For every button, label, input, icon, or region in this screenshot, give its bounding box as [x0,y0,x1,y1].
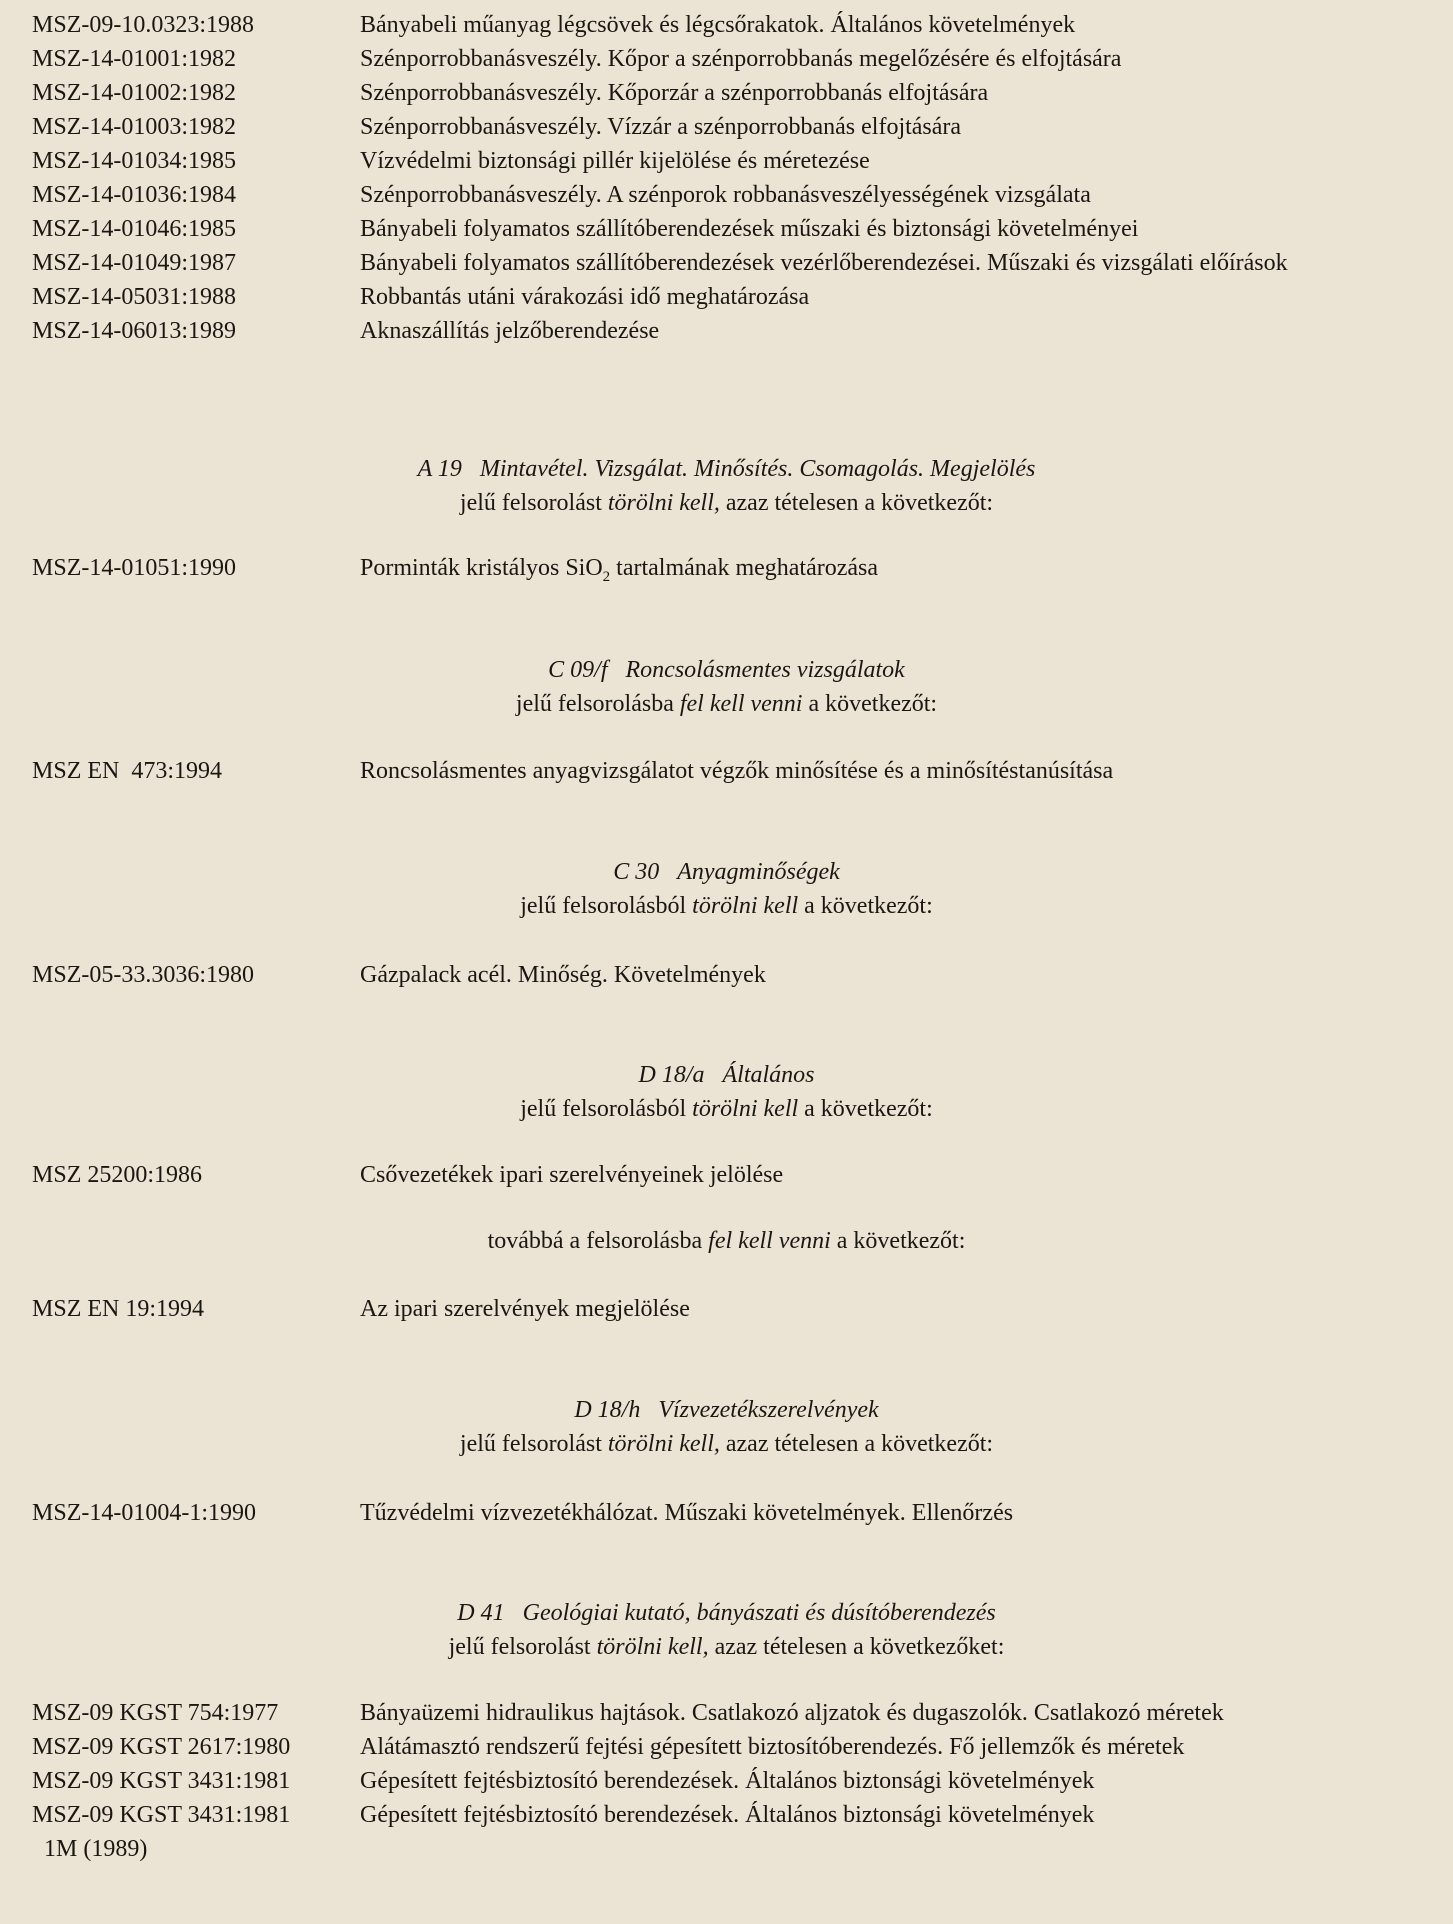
standard-title: Szénporrobbanásveszély. A szénporok robbanásveszélyességének vizsgálata [360,182,1091,208]
section-heading-c09f [0,653,1453,721]
list-item [0,144,1453,178]
instruction-suffix: azaz tételesen a következőt: [725,490,994,516]
instruction-suffix: azaz tételesen a következőt: [725,1431,994,1457]
instruction-action: törölni kell, [596,1634,709,1660]
instruction-suffix: a következőt: [808,691,938,717]
list-item [0,1292,1453,1326]
instruction-prefix: jelű felsorolásba [515,691,674,717]
section-code: D 18/a [638,1062,705,1088]
list-d18a-add [0,1292,1453,1326]
list-item [0,1158,1453,1192]
standard-title: Csővezetékek ipari szerelvényeinek jelölése [360,1162,784,1188]
list-d18a [0,1158,1453,1192]
standard-code: MSZ-14-01001:1982 [32,46,236,72]
instruction-prefix: jelű felsorolást [459,1431,602,1457]
section-name: Anyagminőségek [677,859,840,885]
section-heading-d41 [0,1596,1453,1664]
section-code: A 19 [417,456,462,482]
section-name: Geológiai kutató, bányászati és dúsítóberendezés [522,1600,996,1626]
list-item [0,1798,1453,1866]
list-item [0,314,1453,348]
section-name: Roncsolásmentes vizsgálatok [625,657,905,683]
standard-code: MSZ-14-01051:1990 [32,555,236,581]
standard-title: Tűzvédelmi vízvezetékhálózat. Műszaki követelmények. Ellenőrzés [360,1500,1014,1526]
instruction-prefix: jelű felsorolást [459,490,602,516]
list-item [0,178,1453,212]
instruction-suffix: a következőt: [804,893,933,919]
instruction-action: törölni kell, [607,1431,720,1457]
standard-code: MSZ-09 KGST 3431:1981 1M (1989) [32,1802,291,1862]
list-item [0,212,1453,246]
section-heading-c30 [0,855,1453,923]
list-item [0,754,1453,788]
standard-code: MSZ-14-01049:1987 [32,250,236,276]
section-heading-d18a [0,1058,1453,1126]
section-code: D 41 [457,1600,505,1626]
section-instruction-d18a-add [0,1224,1453,1258]
section-heading-d18h [0,1393,1453,1461]
list-d18h [0,1496,1453,1530]
section-code: C 30 [613,859,660,885]
standard-title: Az ipari szerelvények megjelölése [360,1296,690,1322]
list-item [0,42,1453,76]
list-item [0,246,1453,280]
standard-code: MSZ-09 KGST 2617:1980 [32,1734,291,1760]
instruction-action: fel kell venni [679,691,803,717]
list-item [0,8,1453,42]
list-c30 [0,958,1453,992]
standard-code: MSZ-14-05031:1988 [32,284,236,310]
standard-code: MSZ EN 473:1994 [32,758,223,784]
standard-title: Aknaszállítás jelzőberendezése [360,318,660,344]
standard-title: Bányabeli folyamatos szállítóberendezések vezérlőberendezései. Műszaki és vizsgálati előírások [360,250,1288,276]
standard-title: Bányabeli műanyag légcsövek és légcsőrakatok. Általános követelmények [360,12,1076,38]
instruction-action: törölni kell, [607,490,720,516]
section-heading-a19 [0,452,1453,520]
standard-title: Gépesített fejtésbiztosító berendezések. Általános biztonsági követelmények [360,1768,1095,1794]
instruction-action: törölni kell [692,1096,799,1122]
standards-list-mining [0,8,1453,348]
standard-title: Gépesített fejtésbiztosító berendezések. Általános biztonsági követelmények [360,1802,1095,1828]
list-item [0,110,1453,144]
standard-code: MSZ-14-06013:1989 [32,318,236,344]
standard-title: Szénporrobbanásveszély. Vízzár a szénporrobbanás elfojtására [360,114,962,140]
instruction-prefix: jelű felsorolásból [520,893,687,919]
list-item [0,1764,1453,1798]
list-item [0,76,1453,110]
instruction-prefix: továbbá a felsorolásba [487,1228,703,1254]
standard-code: MSZ-14-01034:1985 [32,148,236,174]
list-c09f [0,754,1453,788]
standard-code: MSZ-09-10.0323:1988 [32,12,254,38]
section-name: Általános [722,1062,815,1088]
section-code: D 18/h [574,1397,641,1423]
section-code: C 09/f [548,657,608,683]
list-d41 [0,1696,1453,1866]
list-item [0,1496,1453,1530]
list-item [0,1730,1453,1764]
list-item [0,280,1453,314]
standard-title: Szénporrobbanásveszély. Kőporzár a szénporrobbanás elfojtására [360,80,989,106]
standard-code: MSZ 25200:1986 [32,1162,203,1188]
instruction-action: fel kell venni [708,1228,831,1254]
standard-code: MSZ-09 KGST 754:1977 [32,1700,279,1726]
standard-code: MSZ-09 KGST 3431:1981 [32,1768,291,1794]
standard-code: MSZ-14-01046:1985 [32,216,236,242]
standard-title: Bányaüzemi hidraulikus hajtások. Csatlakozó aljzatok és dugaszolók. Csatlakozó méretek [360,1700,1224,1726]
standard-title: Porminták kristályos SiO$_2$ tartalmának meghatározása [360,555,879,585]
standard-title: Roncsolásmentes anyagvizsgálatot végzők minősítése és a minősítéstanúsítása [360,758,1114,784]
instruction-suffix: a következőt: [836,1228,966,1254]
standard-title: Alátámasztó rendszerű fejtési gépesített biztosítóberendezés. Fő jellemzők és méretek [360,1734,1185,1760]
instruction-suffix: a következőt: [804,1096,933,1122]
standard-title: Gázpalack acél. Minőség. Követelmények [360,962,766,988]
section-name: Vízvezetékszerelvények [658,1397,879,1423]
list-item [0,958,1453,992]
instruction-suffix: azaz tételesen a következőket: [714,1634,1005,1660]
standard-code: MSZ-14-01036:1984 [32,182,236,208]
section-name: Mintavétel. Vizsgálat. Minősítés. Csomagolás. Megjelölés [479,456,1036,482]
standard-code: MSZ-14-01004-1:1990 [32,1500,256,1526]
instruction-prefix: jelű felsorolást [448,1634,591,1660]
standard-title: Vízvédelmi biztonsági pillér kijelölése és méretezése [360,148,870,174]
standard-title: Robbantás utáni várakozási idő meghatározása [360,284,810,310]
list-item [0,1696,1453,1730]
standard-code: MSZ EN 19:1994 [32,1296,205,1322]
instruction-prefix: jelű felsorolásból [520,1096,687,1122]
list-a19 [0,551,1453,594]
standard-title: Szénporrobbanásveszély. Kőpor a szénporrobbanás megelőzésére és elfojtására [360,46,1122,72]
standard-code: MSZ-14-01002:1982 [32,80,236,106]
standard-title: Bányabeli folyamatos szállítóberendezések műszaki és biztonsági követelményei [360,216,1139,242]
instruction-action: törölni kell [692,893,799,919]
standard-code: MSZ-05-33.3036:1980 [32,962,254,988]
standard-code: MSZ-14-01003:1982 [32,114,236,140]
list-item [0,551,1453,594]
